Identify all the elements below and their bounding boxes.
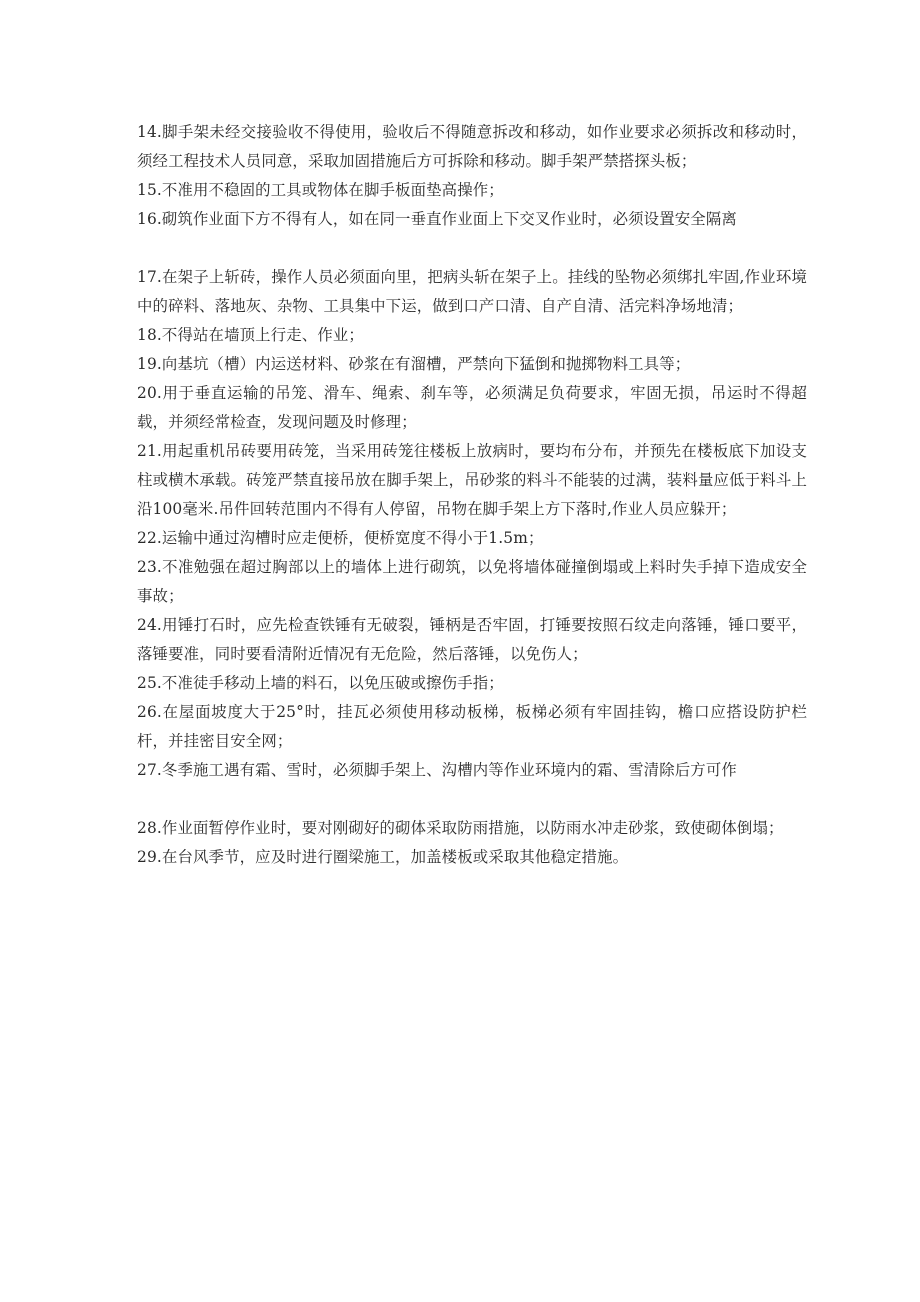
paragraph-gap xyxy=(137,785,807,814)
paragraph-27: 27.冬季施工遇有霜、雪时，必须脚手架上、沟槽内等作业环境内的霜、雪清除后方可作 xyxy=(137,761,737,779)
paragraph-29: 29.在台风季节，应及时进行圈梁施工，加盖楼板或采取其他稳定措施。 xyxy=(137,848,629,866)
paragraph-17: 17.在架子上斩砖，操作人员必须面向里，把病头斩在架子上。挂线的坠物必须绑扎牢固,作业环境中的碎料、落地灰、杂物、工具集中下运，做到口产口清、自产自清、活完料净场地清； xyxy=(137,268,807,315)
paragraph-22: 22.运输中通过沟槽时应走便桥，便桥宽度不得小于1.5m； xyxy=(137,529,544,547)
paragraph-19: 19.向基坑（槽）内运送材料、砂浆在有溜槽，严禁向下猛倒和抛掷物料工具等； xyxy=(137,355,691,373)
paragraph-18: 18.不得站在墙顶上行走、作业； xyxy=(137,326,364,344)
paragraph-gap xyxy=(137,234,807,263)
document-body xyxy=(137,118,807,872)
paragraph-24: 24.用锤打石时，应先检查铁锤有无破裂，锤柄是否牢固，打锤要按照石纹走向落锤，锤口要平，落锤要准，同时要看清附近情况有无危险，然后落锤，以免伤人； xyxy=(137,616,807,663)
paragraph-28: 28.作业面暂停作业时，要对刚砌好的砌体采取防雨措施，以防雨水冲走砂浆，致使砌体倒塌； xyxy=(137,819,784,837)
paragraph-21: 21.用起重机吊砖要用砖笼，当采用砖笼往楼板上放病时，要均布分布，并预先在楼板底下加设支柱或横木承载。砖笼严禁直接吊放在脚手架上，吊砂浆的料斗不能装的过满，装料量应低于料斗上沿100毫米.吊件回转范围内不得有人停留，吊物在脚手架上方下落时,作业人员应躲开； xyxy=(137,442,807,518)
paragraph-15: 15.不准用不稳固的工具或物体在脚手板面垫高操作； xyxy=(137,181,504,199)
paragraph-25: 25.不准徒手移动上墙的料石，以免压破或擦伤手指； xyxy=(137,674,504,692)
paragraph-20: 20.用于垂直运输的吊笼、滑车、绳索、刹车等，必须满足负荷要求，牢固无损，吊运时不得超载，并须经常检查，发现问题及时修理； xyxy=(137,384,807,431)
paragraph-16: 16.砌筑作业面下方不得有人，如在同一垂直作业面上下交叉作业时，必须设置安全隔离 xyxy=(137,210,737,228)
paragraph-26: 26.在屋面坡度大于25°时，挂瓦必须使用移动板梯，板梯必须有牢固挂钩，檐口应搭设防护栏杆，并挂密目安全网； xyxy=(137,703,807,750)
paragraph-14: 14.脚手架未经交接验收不得使用，验收后不得随意拆改和移动，如作业要求必须拆改和移动时，须经工程技术人员同意，采取加固措施后方可拆除和移动。脚手架严禁搭探头板； xyxy=(137,123,807,170)
paragraph-23: 23.不准勉强在超过胸部以上的墙体上进行砌筑，以免将墙体碰撞倒塌或上料时失手掉下造成安全事故； xyxy=(137,558,807,605)
